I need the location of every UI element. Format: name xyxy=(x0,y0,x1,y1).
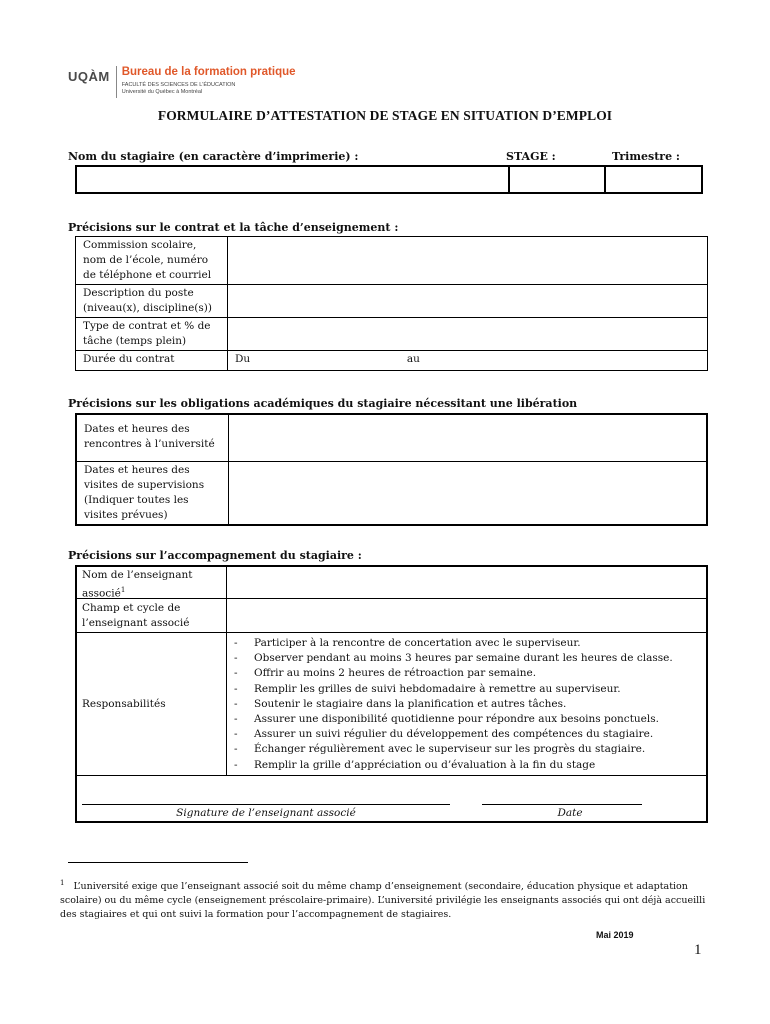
academic-table xyxy=(75,413,708,526)
academic-section-heading: Précisions sur les obligations académiques du stagiaire nécessitant une libération xyxy=(68,397,578,410)
supervision-visits-label: Dates et heures des visites de supervisions (Indiquer toutes les visites prévues) xyxy=(76,462,229,526)
university-meetings-label: Dates et heures des rencontres à l’université xyxy=(76,414,229,462)
document-date: Mai 2019 xyxy=(596,930,634,940)
university-meetings-field[interactable] xyxy=(229,414,708,462)
list-item: - Participer à la rencontre de concertation avec le superviseur. xyxy=(232,636,702,651)
contract-type-field[interactable] xyxy=(228,318,708,351)
list-item: - Remplir les grilles de suivi hebdomadaire à remettre au superviseur. xyxy=(232,682,702,697)
responsibilities-label: Responsabilités xyxy=(82,698,166,710)
contract-table xyxy=(75,236,708,371)
footnote-divider xyxy=(68,862,248,863)
table-row xyxy=(76,351,708,371)
page-number: 1 xyxy=(694,942,702,958)
table-row xyxy=(76,318,708,351)
logo-divider xyxy=(116,66,117,98)
uqam-logo xyxy=(68,66,296,100)
associate-teacher-label-text: Nom de l’enseignant associé xyxy=(82,569,193,600)
table-row xyxy=(76,285,708,318)
duration-to-label: au xyxy=(406,353,420,365)
logo-bureau-text: Bureau de la formation pratique xyxy=(121,66,296,78)
contract-type-label: Type de contrat et % de tâche (temps plein) xyxy=(76,318,228,351)
supervision-visits-field[interactable] xyxy=(229,462,708,526)
duration-field[interactable] xyxy=(228,351,708,371)
stage-field[interactable] xyxy=(510,167,605,192)
logo-university-text: Université du Québec à Montréal xyxy=(121,89,203,95)
duration-label: Durée du contrat xyxy=(76,351,228,371)
associate-teacher-label xyxy=(82,568,222,602)
trimestre-field[interactable] xyxy=(606,167,701,192)
contract-section-heading: Précisions sur le contrat et la tâche d’enseignement : xyxy=(68,221,399,234)
accompaniment-section-heading: Précisions sur l’accompagnement du stagiaire : xyxy=(68,549,362,562)
associate-teacher-field[interactable] xyxy=(228,567,706,597)
list-item: - Observer pendant au moins 3 heures par semaine durant les heures de classe. xyxy=(232,651,702,666)
field-cycle-field[interactable] xyxy=(228,600,706,631)
row-divider xyxy=(76,775,707,776)
footnote-ref: 1 xyxy=(120,586,126,594)
footnote-marker: 1 xyxy=(60,879,65,887)
student-name-field[interactable] xyxy=(77,167,507,192)
signature-line[interactable] xyxy=(82,804,450,805)
logo-uqam-text: UQÀM xyxy=(68,69,110,84)
position-field[interactable] xyxy=(228,285,708,318)
footnote xyxy=(60,876,720,922)
page-title: FORMULAIRE D’ATTESTATION DE STAGE EN SITUATION D’EMPLOI xyxy=(157,108,613,123)
field-cycle-label: Champ et cycle de l’enseignant associé xyxy=(82,602,190,629)
list-item: - Échanger régulièrement avec le superviseur sur les progrès du stagiaire. xyxy=(232,742,702,757)
row-divider xyxy=(76,632,707,633)
school-field[interactable] xyxy=(228,237,708,285)
footnote-text: L’université exige que l’enseignant associé soit du même champ d’enseignement (secondaire, éducation physique et adaptation scolaire) ou du même cycle (enseignement préscolaire-primaire). L’université privilégie les enseignants associés qui ont déjà accueilli des stagiaires et qui ont suivi la formation pour l’accompagnement de stagiaires. xyxy=(60,881,706,921)
logo-text-block xyxy=(122,66,296,96)
position-label: Description du poste (niveau(x), discipline(s)) xyxy=(76,285,228,318)
list-item: - Assurer une disponibilité quotidienne pour répondre aux besoins ponctuels. xyxy=(232,712,702,727)
list-item: - Assurer un suivi régulier du développement des compétences du stagiaire. xyxy=(232,727,702,742)
stage-label: STAGE : xyxy=(506,150,556,163)
trimestre-label: Trimestre : xyxy=(612,150,680,163)
table-row xyxy=(76,414,707,462)
responsibilities-list xyxy=(232,636,702,773)
signature-label: Signature de l’enseignant associé xyxy=(176,807,356,819)
list-item: - Offrir au moins 2 heures de rétroaction par semaine. xyxy=(232,666,702,681)
date-line[interactable] xyxy=(482,804,642,805)
list-item: - Remplir la grille d’appréciation ou d’évaluation à la fin du stage xyxy=(232,758,702,773)
school-label: Commission scolaire, nom de l’école, numéro de téléphone et courriel xyxy=(76,237,228,285)
table-row xyxy=(76,237,708,285)
duration-from-label: Du xyxy=(235,353,251,365)
logo-faculty-text: FACULTÉ DES SCIENCES DE L'ÉDUCATION xyxy=(121,82,236,88)
table-row xyxy=(76,462,707,526)
student-name-label: Nom du stagiaire (en caractère d’imprimerie) : xyxy=(68,150,359,163)
date-label: Date xyxy=(557,807,583,819)
list-item: - Soutenir le stagiaire dans la planification et autres tâches. xyxy=(232,697,702,712)
